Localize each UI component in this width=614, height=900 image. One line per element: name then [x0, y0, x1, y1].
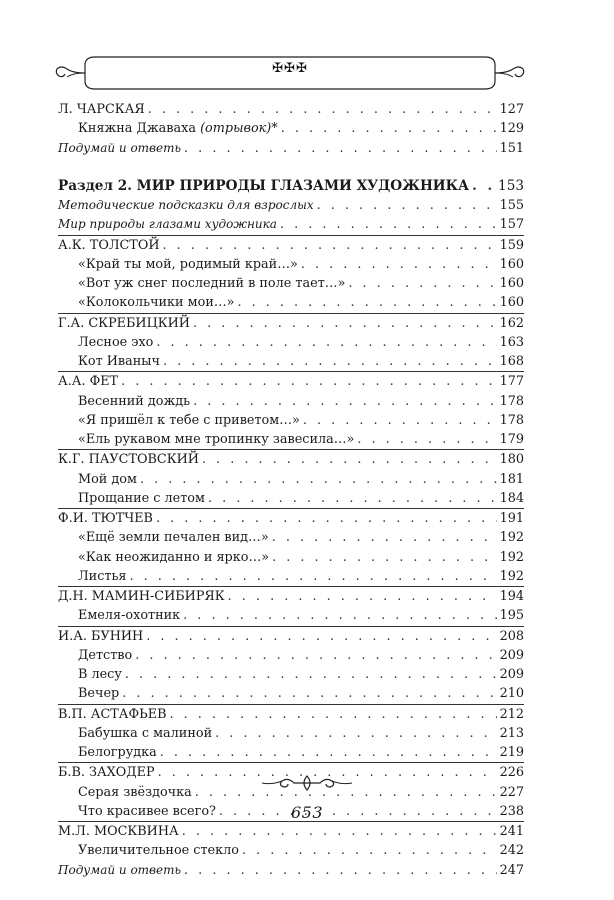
leader-dots: [272, 548, 496, 567]
entry-page: 192: [499, 568, 524, 584]
leader-dots: [348, 274, 496, 293]
entry-page: 209: [499, 647, 524, 663]
leader-dots: [280, 215, 497, 234]
leader-dots: [193, 392, 496, 411]
entry-page: 191: [499, 511, 524, 526]
entry-page: 195: [499, 608, 524, 624]
toc-entry[interactable]: [58, 100, 524, 119]
entry-title: Вечер: [78, 686, 120, 702]
leader-dots: [272, 528, 497, 547]
entry-title: Мой дом: [78, 471, 137, 487]
toc-entry[interactable]: [58, 489, 524, 508]
spacer: [58, 158, 524, 177]
toc-entry[interactable]: [58, 724, 524, 743]
entry-page: 226: [499, 765, 524, 781]
entry-title: «Край ты мой, родимый край…»: [78, 256, 298, 272]
entry-title: К.Г. ПАУСТОВСКИЙ: [58, 452, 199, 468]
leader-dots: [228, 587, 497, 606]
leader-dots: [215, 724, 496, 743]
leader-dots: [303, 411, 497, 430]
toc-entry[interactable]: [58, 508, 524, 528]
header-ornament: [55, 53, 525, 93]
entry-page: 208: [499, 628, 524, 644]
toc-entry[interactable]: [58, 293, 524, 312]
entry-page: 213: [499, 725, 524, 741]
entry-page: 192: [499, 530, 524, 546]
toc-entry[interactable]: [58, 646, 524, 665]
leader-dots: [122, 684, 496, 703]
entry-title: «Как неожиданно и ярко…»: [78, 549, 270, 565]
leader-dots: [156, 333, 496, 352]
leader-dots: [162, 236, 496, 255]
entry-page: 192: [499, 549, 524, 565]
leader-dots: [169, 705, 496, 724]
toc-entry[interactable]: [58, 626, 524, 646]
entry-title: «Ещё земли печален вид…»: [78, 530, 269, 546]
leader-dots: [160, 743, 497, 762]
entry-title: Емеля-охотник: [78, 608, 181, 624]
flourish-icon: [260, 773, 354, 793]
entry-page: 219: [499, 745, 524, 760]
entry-page: 181: [499, 471, 524, 487]
leader-dots: [148, 100, 497, 119]
entry-page: 242: [499, 843, 524, 859]
entry-page: 168: [499, 354, 524, 369]
entry-title: Подумай и ответь: [58, 862, 182, 877]
leader-dots: [184, 861, 497, 880]
entry-title: А.А. ФЕТ: [58, 374, 119, 390]
toc-entry[interactable]: [58, 743, 524, 762]
entry-page: 162: [499, 315, 524, 331]
entry-page: 194: [499, 589, 524, 604]
entry-title: В.П. АСТАФЬЕВ: [58, 706, 167, 722]
entry-page: 160: [499, 276, 524, 291]
toc-entry[interactable]: [58, 606, 524, 625]
section-page: 153: [498, 177, 524, 194]
leader-dots: [317, 196, 497, 215]
entry-title: Княжна Джаваха (отрывок)*: [78, 121, 278, 137]
entry-page: 159: [499, 237, 524, 253]
entry-page: 157: [499, 217, 524, 233]
toc-entry[interactable]: [58, 255, 524, 274]
entry-page: 155: [499, 198, 524, 213]
leader-dots: [357, 430, 496, 449]
toc-entry[interactable]: [58, 430, 524, 449]
entry-page: 160: [499, 256, 524, 272]
leader-dots: [193, 314, 497, 333]
toc-entry[interactable]: [58, 352, 524, 371]
entry-page: 179: [499, 432, 524, 447]
toc-entry[interactable]: [58, 861, 524, 880]
entry-title: М.Л. МОСКВИНА: [58, 824, 179, 839]
toc-entry[interactable]: [58, 841, 524, 860]
entry-title: Что красивее всего?: [78, 803, 216, 819]
toc-entry[interactable]: [58, 684, 524, 703]
leader-dots: [237, 293, 496, 312]
entry-page: 178: [499, 393, 524, 409]
leader-dots: [146, 627, 496, 646]
entry-page: 212: [499, 706, 524, 722]
entry-title: «Колокольчики мои…»: [78, 295, 235, 311]
entry-title: Белогрудка: [78, 745, 157, 760]
toc-entry[interactable]: [58, 235, 524, 255]
entry-page: 151: [499, 140, 524, 156]
entry-title: «Вот уж снег последний в поле тает…»: [78, 276, 346, 291]
toc-entry[interactable]: [58, 119, 524, 138]
entry-title: Г.А. СКРЕБИЦКИЙ: [58, 315, 190, 331]
leader-dots: [121, 372, 496, 391]
entry-title: Серая звёздочка: [78, 784, 192, 800]
toc-entry[interactable]: [58, 196, 524, 215]
toc-entry[interactable]: [58, 274, 524, 293]
entry-page: 180: [499, 452, 524, 468]
entry-title: Мир природы глазами художника: [58, 217, 277, 232]
leader-dots: [156, 509, 497, 528]
entry-page: 238: [499, 803, 524, 819]
entry-title: «Я пришёл к тебе с приветом…»: [78, 412, 300, 428]
entry-page: 163: [499, 334, 524, 350]
entry-page: 209: [499, 667, 524, 682]
entry-page: 127: [499, 102, 524, 117]
entry-title: Лесное эхо: [78, 334, 154, 350]
page-number: 653: [290, 803, 324, 822]
entry-title: А.К. ТОЛСТОЙ: [58, 237, 160, 253]
leader-dots: [163, 352, 497, 371]
entry-title: Методические подсказки для взрослых: [58, 198, 314, 212]
leader-dots: [202, 450, 497, 469]
entry-title: Л. ЧАРСКАЯ: [58, 102, 145, 117]
leader-dots: [472, 177, 495, 196]
toc-entry[interactable]: [58, 665, 524, 684]
entry-title: Весенний дождь: [78, 393, 191, 409]
entry-page: 129: [499, 121, 524, 137]
entry-page: 160: [499, 295, 524, 311]
entry-title: Кот Иваныч: [78, 354, 160, 369]
entry-page: 210: [499, 686, 524, 702]
toc-entry[interactable]: [58, 528, 524, 547]
entry-title: Д.Н. МАМИН-СИБИРЯК: [58, 589, 225, 604]
toc-entry[interactable]: [58, 313, 524, 333]
toc-entry[interactable]: [58, 449, 524, 469]
leader-dots: [242, 841, 497, 860]
entry-title: В лесу: [78, 667, 122, 682]
entry-title: Листья: [78, 568, 127, 584]
leader-dots: [281, 119, 497, 138]
entry-title: Прощание с летом: [78, 490, 205, 506]
toc-entry[interactable]: [58, 392, 524, 411]
leader-dots: [301, 255, 497, 274]
toc-entry[interactable]: [58, 411, 524, 430]
leader-dots: [208, 489, 497, 508]
entry-title: Бабушка с малиной: [78, 725, 213, 741]
leader-dots: [183, 606, 496, 625]
leader-dots: [135, 646, 496, 665]
entry-title: Ф.И. ТЮТЧЕВ: [58, 511, 153, 526]
toc-entry[interactable]: [58, 470, 524, 489]
entry-page: 177: [499, 374, 524, 390]
toc-entry[interactable]: [58, 139, 524, 158]
table-of-contents: [58, 100, 524, 880]
entry-page: 184: [499, 490, 524, 506]
header-ornament-glyphs: ✠✠✠: [272, 61, 308, 76]
leader-dots: [130, 567, 497, 586]
entry-page: 178: [499, 412, 524, 428]
toc-entry[interactable]: [58, 821, 524, 841]
leader-dots: [182, 822, 497, 841]
entry-title: Увеличительное стекло: [78, 843, 239, 859]
leader-dots: [184, 139, 497, 158]
entry-title: И.А. БУНИН: [58, 628, 144, 644]
entry-title: Детство: [78, 647, 133, 663]
entry-title: «Ель рукавом мне тропинку завесила…»: [78, 432, 355, 447]
entry-page: 247: [499, 862, 524, 878]
toc-entry[interactable]: [58, 586, 524, 606]
toc-section-heading[interactable]: [58, 177, 524, 196]
entry-page: 241: [499, 824, 524, 839]
leader-dots: [125, 665, 497, 684]
toc-entry[interactable]: [58, 371, 524, 391]
entry-title: Б.В. ЗАХОДЕР: [58, 765, 155, 781]
toc-entry[interactable]: [58, 548, 524, 567]
toc-top-list: [58, 100, 524, 158]
leader-dots: [140, 470, 497, 489]
toc-entry[interactable]: [58, 567, 524, 586]
toc-entry[interactable]: [58, 215, 524, 234]
entry-page: 227: [499, 784, 524, 800]
toc-entry[interactable]: [58, 704, 524, 724]
toc-entry[interactable]: [58, 333, 524, 352]
section-title: Раздел 2. МИР ПРИРОДЫ ГЛАЗАМИ ХУДОЖНИКА: [58, 177, 470, 194]
entry-title: Подумай и ответь: [58, 140, 182, 155]
